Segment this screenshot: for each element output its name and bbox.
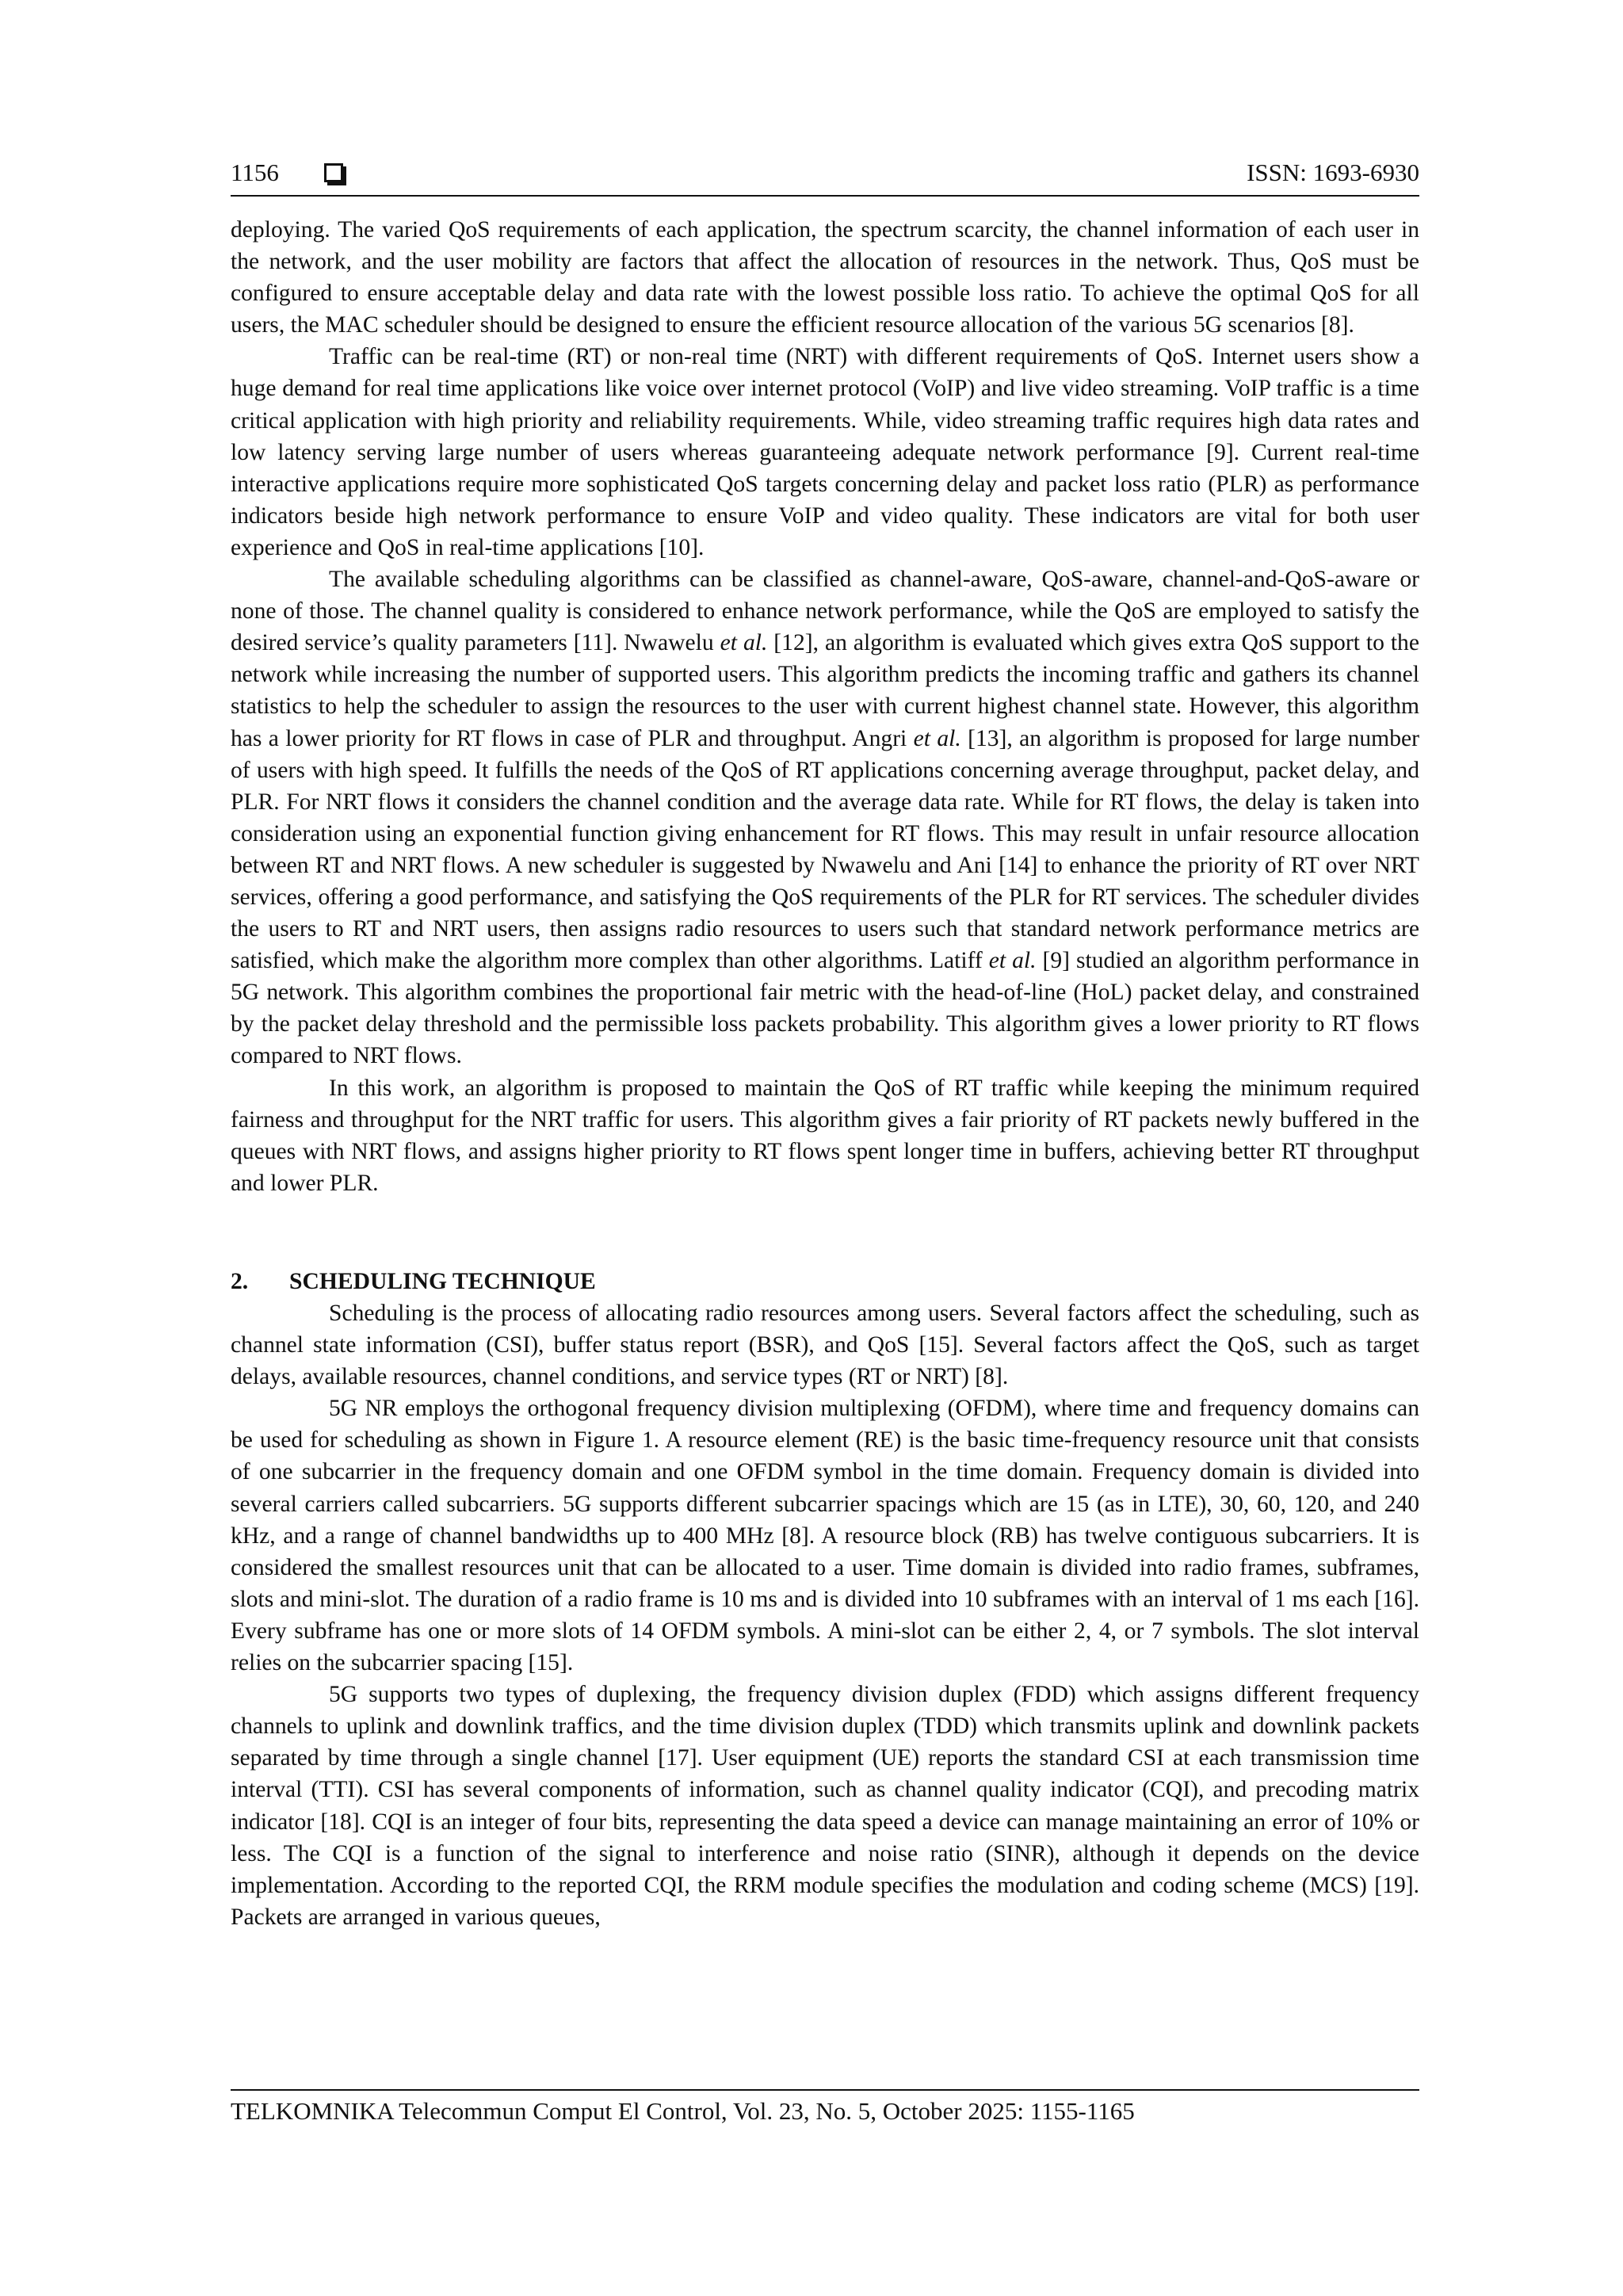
section-title: SCHEDULING TECHNIQUE <box>289 1268 596 1294</box>
page-number: 1156 <box>231 159 279 186</box>
section-paragraph-1: Scheduling is the process of allocating radio resources among users. Several factors affect the scheduling, such as channel state information (CSI), buffer status report (BSR), and QoS [15]. Several factors affect the QoS, such as target delays, available resources, channel conditions, and service types (RT or NRT) [8]. <box>231 1301 1419 1390</box>
page-header <box>231 155 1419 190</box>
body-paragraph-3: The available scheduling algorithms can be classified as channel-aware, QoS-aware, channel-and-QoS-aware or none of those. The channel quality is considered to enhance network performance, while the QoS are employed to satisfy the desired service’s quality parameters [11]. Nwawelu et al. [12], an algorithm is evaluated which gives extra QoS support to the network while increasing the number of supported users. This algorithm predicts the incoming traffic and gathers its channel statistics to help the scheduler to assign the resources to the user with current highest channel state. However, this algorithm has a lower priority for RT flows in case of PLR and throughput. Angri et al. [13], an algorithm is proposed for large number of users with high speed. It fulfills the needs of the QoS of RT applications concerning average throughput, packet delay, and PLR. For NRT flows it considers the channel condition and the average data rate. While for RT flows, the delay is taken into consideration using an exponential function giving enhancement for RT flows. This may result in unfair resource allocation between RT and NRT flows. A new scheduler is suggested by Nwawelu and Ani [14] to enhance the priority of RT over NRT services, offering a good performance, and satisfying the QoS requirements of the PLR for RT services. The scheduler divides the users to RT and NRT users, then assigns radio resources to users such that standard network performance metrics are satisfied, which make the algorithm more complex than other algorithms. Latiff et al. [9] studied an algorithm performance in 5G network. This algorithm combines the proportional fair metric with the head-of-line (HoL) packet delay, and constrained by the packet delay threshold and the permissible loss packets probability. This algorithm gives a lower priority to RT flows compared to NRT flows. <box>231 567 1419 1069</box>
header-divider <box>231 195 1419 197</box>
body-paragraph-2: Traffic can be real-time (RT) or non-real time (NRT) with different requirements of QoS. Internet users show a huge demand for real time applications like voice over internet protocol (VoIP) and live video streaming. VoIP traffic is a time critical application with high priority and reliability requirements. While, video streaming traffic requires high data rates and low latency serving large number of users whereas guaranteeing adequate network performance [9]. Current real-time interactive applications require more sophisticated QoS targets concerning delay and packet loss ratio (PLR) as performance indicators beside high network performance to ensure VoIP and video quality. These indicators are vital for both user experience and QoS in real-time applications [10]. <box>231 344 1419 560</box>
section-paragraph-3: 5G supports two types of duplexing, the frequency division duplex (FDD) which assigns different frequency channels to uplink and downlink traffics, and the time division duplex (TDD) which transmits uplink and downlink packets separated by time through a single channel [17]. User equipment (UE) reports the standard CSI at each transmission time interval (TTI). CSI has several components of information, such as channel quality indicator (CQI), and precoding matrix indicator [18]. CQI is an integer of four bits, representing the data speed a device can manage maintaining an error of 10% or less. The CQI is a function of the signal to interference and noise ratio (SINR), although it depends on the device implementation. According to the reported CQI, the RRM module specifies the modulation and coding scheme (MCS) [19]. Packets are arranged in various queues, <box>231 1682 1419 1930</box>
footer-citation: TELKOMNIKA Telecommun Comput El Control, Vol. 23, No. 5, October 2025: 1155-1165 <box>231 2097 1135 2125</box>
et-al-italic: et al. <box>988 948 1037 974</box>
article-body <box>231 214 1419 1933</box>
body-paragraph-4: In this work, an algorithm is proposed to maintain the QoS of RT traffic while keeping the minimum required fairness and throughput for the NRT traffic for users. This algorithm gives a fair priority of RT packets newly buffered in the queues with NRT flows, and assigns higher priority to RT flows spent longer time in buffers, achieving better RT throughput and lower PLR. <box>231 1075 1419 1196</box>
footer-divider <box>231 2089 1419 2091</box>
et-al-italic: et al. <box>913 725 961 751</box>
section-paragraph-2: 5G NR employs the orthogonal frequency division multiplexing (OFDM), where time and frequency domains can be used for scheduling as shown in Figure 1. A resource element (RE) is the basic time-frequency resource unit that consists of one subcarrier in the frequency domain and one OFDM symbol in the time domain. Frequency domain is divided into several carriers called subcarriers. 5G supports different subcarrier spacings which are 15 (as in LTE), 30, 60, 120, and 240 kHz, and a range of channel bandwidths up to 400 MHz [8]. A resource block (RB) has twelve contiguous subcarriers. It is considered the smallest resources unit that can be allocated to a user. Time domain is divided into radio frames, subframes, slots and mini-slot. The duration of a radio frame is 10 ms and is divided into 10 subframes with an interval of 1 ms each [16]. Every subframe has one or more slots of 14 OFDM symbols. A mini-slot can be either 2, 4, or 7 symbols. The slot interval relies on the subcarrier spacing [15]. <box>231 1396 1419 1676</box>
issn-label: ISSN: 1693-6930 <box>1247 159 1419 186</box>
et-al-italic: et al. <box>720 630 768 656</box>
section-number: 2. <box>231 1268 249 1294</box>
body-paragraph-1: deploying. The varied QoS requirements of each application, the spectrum scarcity, the channel information of each user in the network, and the user mobility are factors that affect the allocation of resources in the network. Thus, QoS must be configured to ensure acceptable delay and data rate with the lowest possible loss ratio. To achieve the optimal QoS for all users, the MAC scheduler should be designed to ensure the efficient resource allocation of the various 5G scenarios [8]. <box>231 217 1419 338</box>
section-heading <box>231 1266 1419 1297</box>
square-bullet-icon <box>324 163 343 182</box>
